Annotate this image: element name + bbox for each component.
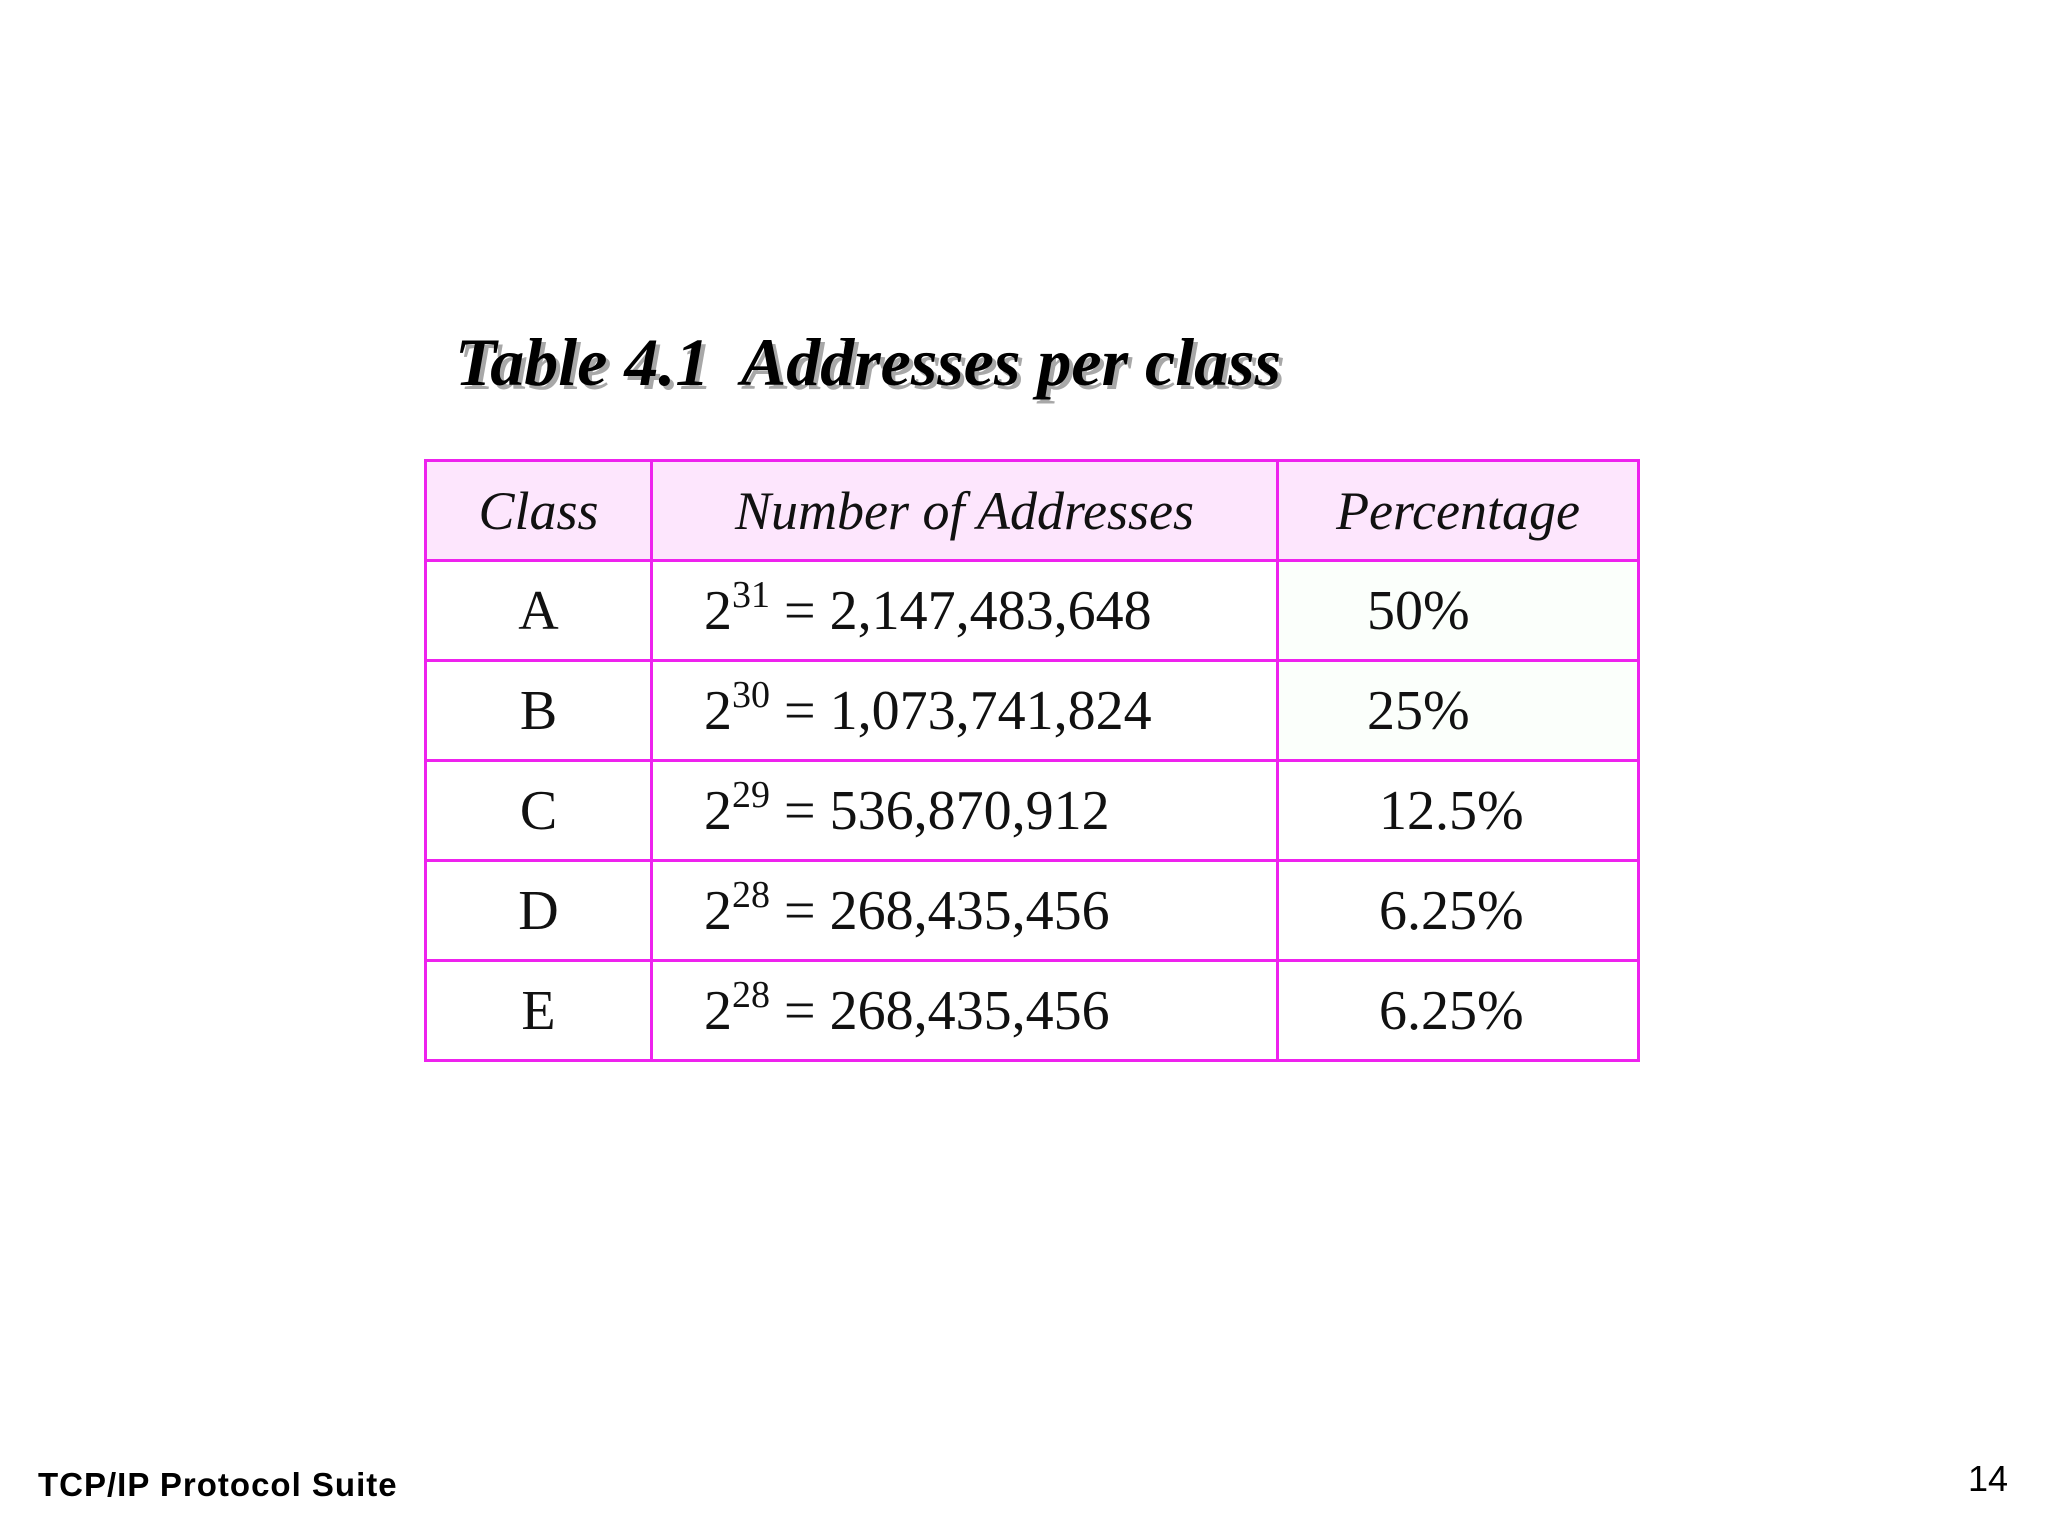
power-exponent: 31 xyxy=(732,573,770,616)
number-of-addresses-cell xyxy=(652,761,1278,861)
header-number-of-addresses: Number of Addresses xyxy=(652,461,1278,561)
table-row xyxy=(426,861,1639,961)
class-cell: A xyxy=(426,561,652,661)
power-exponent: 28 xyxy=(732,873,770,916)
class-cell: D xyxy=(426,861,652,961)
table-header-row xyxy=(426,461,1639,561)
percentage-cell: 25% xyxy=(1278,661,1639,761)
address-count: = 2,147,483,648 xyxy=(770,579,1152,642)
power-base: 2 xyxy=(704,679,732,742)
percentage-cell: 6.25% xyxy=(1278,961,1639,1061)
power-exponent: 30 xyxy=(732,673,770,716)
power-base: 2 xyxy=(704,979,732,1042)
addresses-per-class-table xyxy=(424,459,1640,1062)
address-count: = 268,435,456 xyxy=(770,979,1110,1042)
page-number: 14 xyxy=(1967,1458,2008,1499)
number-of-addresses-cell xyxy=(652,661,1278,761)
number-of-addresses-cell xyxy=(652,861,1278,961)
percentage-cell: 6.25% xyxy=(1278,861,1639,961)
percentage-cell: 12.5% xyxy=(1278,761,1639,861)
table-row xyxy=(426,761,1639,861)
number-of-addresses-cell xyxy=(652,961,1278,1061)
power-base: 2 xyxy=(704,779,732,842)
power-exponent: 28 xyxy=(732,973,770,1016)
power-base: 2 xyxy=(704,579,732,642)
power-exponent: 29 xyxy=(732,773,770,816)
power-base: 2 xyxy=(704,879,732,942)
class-cell: E xyxy=(426,961,652,1061)
percentage-cell: 50% xyxy=(1278,561,1639,661)
header-percentage: Percentage xyxy=(1278,461,1639,561)
footer-book-title: TCP/IP Protocol Suite xyxy=(38,1466,398,1503)
class-cell: B xyxy=(426,661,652,761)
address-count: = 536,870,912 xyxy=(770,779,1110,842)
table-title: Table 4.1 Addresses per class xyxy=(455,324,1282,400)
header-class: Class xyxy=(426,461,652,561)
table-row xyxy=(426,661,1639,761)
table-row xyxy=(426,961,1639,1061)
address-count: = 1,073,741,824 xyxy=(770,679,1152,742)
table-row xyxy=(426,561,1639,661)
addresses-table-container xyxy=(424,459,1640,1062)
class-cell: C xyxy=(426,761,652,861)
address-count: = 268,435,456 xyxy=(770,879,1110,942)
number-of-addresses-cell xyxy=(652,561,1278,661)
